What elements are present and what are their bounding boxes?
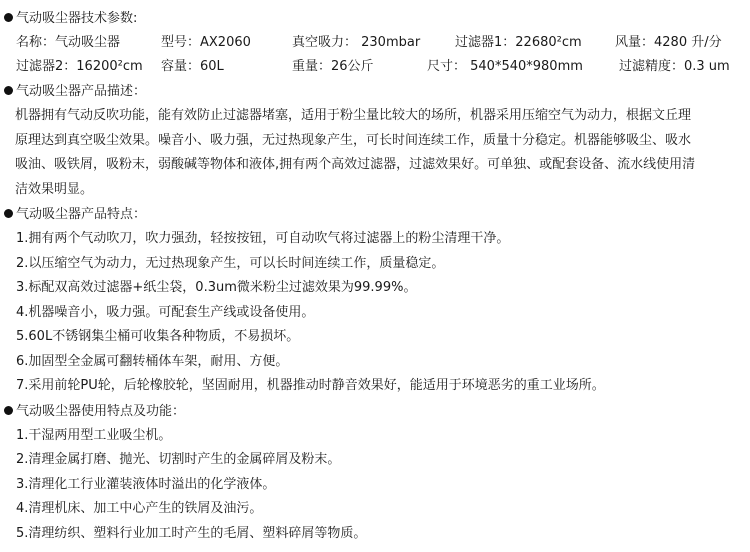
spec-filter1: 过滤器1：22680²cm — [455, 35, 582, 50]
bullet-dot-icon — [4, 406, 13, 415]
list-item: 5.清理纺织、塑料行业加工时产生的毛屑、塑料碎屑等物质。 — [16, 525, 367, 541]
spec-dimensions: 尺寸： 540*540*980mm — [427, 59, 583, 74]
list-item: 2.清理金属打磨、抛光、切割时产生的金属碎屑及粉末。 — [16, 452, 341, 467]
list-item: 4.清理机床、加工中心产生的铁屑及油污。 — [16, 501, 263, 516]
list-item: 5.60L不锈钢集尘桶可收集各种物质，不易损坏。 — [16, 329, 300, 344]
spec-row-2 — [0, 55, 750, 79]
usage-heading: 气动吸尘器使用特点及功能： — [0, 399, 750, 424]
specs-heading: 气动吸尘器技术参数: — [0, 6, 750, 31]
bullet-dot-icon — [4, 13, 13, 22]
description-line: 吸油、吸铁屑，吸粉末，弱酸碱等物体和液体,拥有两个高效过滤器，过滤效果好。可单独、或配套设备、流水线使用清 — [15, 157, 696, 172]
spec-capacity: 容量：60L — [161, 59, 224, 74]
bullet-dot-icon — [4, 209, 13, 218]
spec-vacuum: 真空吸力： 230mbar — [292, 35, 421, 50]
spec-row-1 — [0, 31, 750, 55]
spec-model: 型号：AX2060 — [161, 35, 251, 50]
features-list — [0, 227, 750, 399]
description-line: 洁效果明显。 — [15, 181, 94, 197]
list-item: 6.加固型全金属可翻转桶体车架，耐用、方便。 — [16, 353, 289, 369]
list-item: 3.清理化工行业灌装液体时溢出的化学液体。 — [16, 476, 276, 492]
list-item: 1.干湿两用型工业吸尘机。 — [16, 427, 172, 443]
features-heading: 气动吸尘器产品特点： — [0, 202, 750, 227]
list-item: 1.拥有两个气动吹刀，吹力强劲，轻按按钮，可自动吹气将过滤器上的粉尘清理干净。 — [16, 231, 510, 246]
list-item: 3.标配双高效过滤器+纸尘袋，0.3um微米粉尘过滤效果为99.99%。 — [16, 280, 417, 295]
list-item: 7.采用前轮PU轮，后轮橡胶轮，坚固耐用，机器推动时静音效果好，能适用于环境恶劣的重工业场所。 — [16, 378, 605, 393]
spec-filter-precision: 过滤精度：0.3 um — [619, 59, 730, 74]
list-item: 4.机器噪音小，吸力强。可配套生产线或设备使用。 — [16, 304, 315, 320]
description-line: 机器拥有气动反吹功能，能有效防止过滤器堵塞，适用于粉尘量比较大的场所，机器采用压缩空气为动力，根据文丘理 — [15, 108, 692, 123]
spec-weight: 重量：26公斤 — [292, 59, 374, 74]
description-line: 原理达到真空吸尘效果。噪音小、吸力强，无过热现象产生，可长时间连续工作，质量十分稳定。机器能够吸尘、吸水 — [15, 132, 692, 148]
description-paragraph — [0, 104, 750, 202]
spec-name: 名称：气动吸尘器 — [16, 35, 121, 50]
description-heading: 气动吸尘器产品描述： — [0, 79, 750, 104]
usage-list — [0, 424, 750, 547]
spec-airflow: 风量：4280 升/分 — [615, 35, 722, 50]
spec-filter2: 过滤器2：16200²cm — [16, 59, 143, 74]
bullet-dot-icon — [4, 86, 13, 95]
list-item: 2.以压缩空气为动力，无过热现象产生，可以长时间连续工作，质量稳定。 — [16, 255, 445, 271]
